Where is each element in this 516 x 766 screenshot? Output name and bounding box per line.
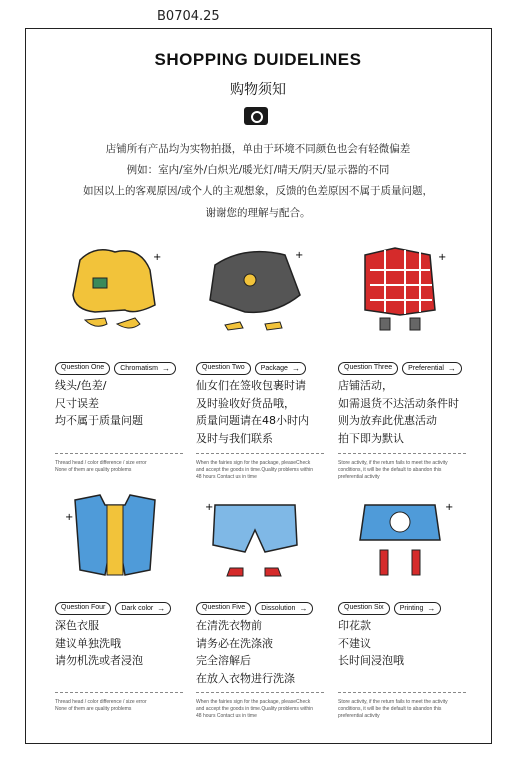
question-label: Question Two xyxy=(196,362,251,375)
topic-tag: Chromatism → xyxy=(114,362,176,375)
arrow-right-icon: → xyxy=(157,604,166,613)
denim-shorts-illustration xyxy=(195,490,315,590)
notice-line: 如因以上的客观原因/或个人的主观想象，反馈的色差原因不属于质量问题， xyxy=(82,185,434,197)
text-line: 请勿机洗或者浸泡 xyxy=(55,654,143,667)
svg-text:+: + xyxy=(205,502,214,513)
question-four-text xyxy=(55,617,143,670)
arrow-right-icon: → xyxy=(427,604,436,613)
text-line: 尺寸误差 xyxy=(55,396,99,410)
topic-tag: Package → xyxy=(255,362,306,375)
text-line: 仙女们在签收包裹时请 xyxy=(196,379,306,392)
english-note: When the fairies sign for the package, pleaseCheck and accept the goods in time.Quality problems within 48 hours Contact us in time xyxy=(196,699,314,719)
denim-vest-illustration xyxy=(55,490,175,590)
question-three-text xyxy=(338,377,459,447)
svg-text:+: + xyxy=(153,252,162,263)
english-note: Store activity, if the return fails to meet the activity conditions, it will be the default to abandon this preferential activity xyxy=(338,699,448,719)
divider xyxy=(55,692,183,693)
topic-tag: Preferential → xyxy=(402,362,462,375)
camera-icon xyxy=(244,107,268,125)
question-five-tags xyxy=(196,602,313,615)
text-line: 请务必在洗涤液 xyxy=(196,636,273,650)
text-line: 则为放弃此优惠活动 xyxy=(338,414,437,427)
svg-text:+: + xyxy=(295,250,304,261)
question-label: Question Four xyxy=(55,602,111,615)
arrow-right-icon: → xyxy=(447,364,456,373)
notice-line: 例如：室内/室外/白炽光/暖光灯/晴天/阴天/显示器的不同 xyxy=(126,164,390,176)
topic-tag: Printing → xyxy=(394,602,442,615)
text-line: 在放入衣物进行洗涤 xyxy=(196,671,295,685)
english-note: Thread head / color difference / size error None of them are quality problems xyxy=(55,460,147,473)
question-two-text xyxy=(196,377,309,447)
svg-text:+: + xyxy=(65,512,74,523)
notice-line: 店铺所有产品均为实物拍摄，单由于环境不同颜色也会有轻微偏差 xyxy=(105,143,411,155)
svg-text:+: + xyxy=(445,502,454,513)
text-line: 长时间浸泡哦 xyxy=(338,654,404,667)
english-note: Store activity, if the return fails to meet the activity conditions, it will be the default to abandon this preferential activity xyxy=(338,460,448,480)
text-line: 不建议 xyxy=(338,636,371,650)
topic-tag: Dark color → xyxy=(115,602,171,615)
question-four-tags xyxy=(55,602,171,615)
question-one-text xyxy=(55,377,143,430)
question-three-tags xyxy=(338,362,462,375)
question-label: Question One xyxy=(55,362,110,375)
black-jacket-illustration xyxy=(195,240,315,340)
text-line: 及时验收好货品哦， xyxy=(196,396,295,410)
arrow-right-icon: → xyxy=(161,364,170,373)
title-chinese: 购物须知 xyxy=(230,82,286,98)
arrow-right-icon: → xyxy=(299,604,308,613)
printed-skirt-illustration xyxy=(340,490,460,590)
question-label: Question Three xyxy=(338,362,398,375)
divider xyxy=(196,692,324,693)
english-note: When the fairies sign for the package, pleaseCheck and accept the goods in time.Quality problems within 48 hours Contact us in time xyxy=(196,460,314,480)
question-one-tags xyxy=(55,362,176,375)
text-line: 完全溶解后 xyxy=(196,654,251,667)
svg-text:+: + xyxy=(438,252,447,263)
text-line: 在清洗衣物前 xyxy=(196,619,262,632)
question-six-text xyxy=(338,617,404,670)
divider xyxy=(338,453,466,454)
arrow-right-icon: → xyxy=(291,364,300,373)
title-english: SHOPPING DUIDELINES xyxy=(154,50,362,69)
text-line: 印花款 xyxy=(338,619,371,632)
text-line: 如需退货不达活动条件时 xyxy=(338,396,459,410)
text-line: 质量问题请在48小时内 xyxy=(196,414,309,427)
english-note: Thread head / color difference / size error None of them are quality problems xyxy=(55,699,147,712)
text-line: 建议单独洗哦 xyxy=(55,636,121,650)
divider xyxy=(196,453,324,454)
question-five-text xyxy=(196,617,295,687)
text-line: 深色衣服 xyxy=(55,619,99,632)
question-six-tags xyxy=(338,602,441,615)
product-code: B0704.25 xyxy=(157,9,220,24)
text-line: 店铺活动， xyxy=(338,379,393,392)
divider xyxy=(338,692,466,693)
notice-line: 谢谢您的理解与配合。 xyxy=(205,207,311,219)
question-label: Question Five xyxy=(196,602,251,615)
text-line: 线头/色差/ xyxy=(55,379,107,392)
text-line: 拍下即为默认 xyxy=(338,431,404,445)
question-two-tags xyxy=(196,362,306,375)
red-plaid-shirt-illustration xyxy=(340,240,460,340)
divider xyxy=(55,453,183,454)
text-line: 均不属于质量问题 xyxy=(55,414,143,427)
text-line: 及时与我们联系 xyxy=(196,431,273,445)
question-label: Question Six xyxy=(338,602,390,615)
yellow-hoodie-illustration xyxy=(55,240,175,340)
topic-tag: Dissolution → xyxy=(255,602,313,615)
